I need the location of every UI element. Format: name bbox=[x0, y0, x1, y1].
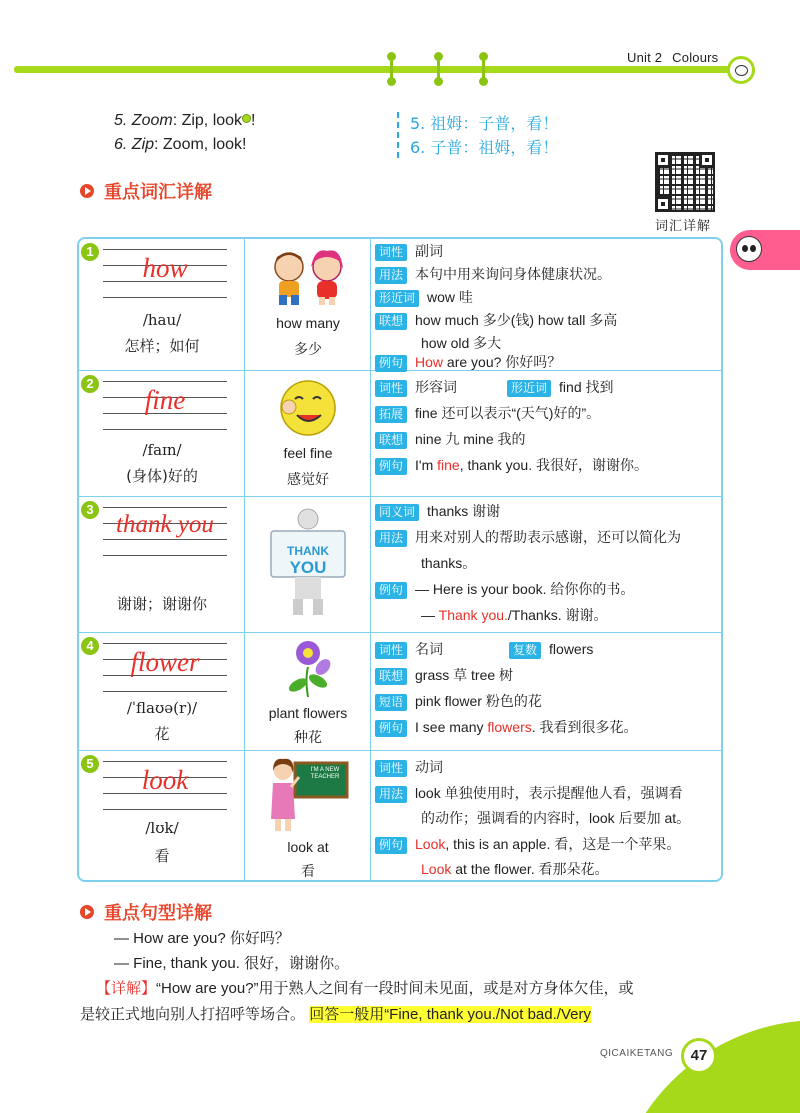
tag-phrase: 短语 bbox=[375, 694, 407, 711]
vocab-row: 4 flower /ˈflaʊə(r)/ 花 plant flowers 种花 词性 名词 复数 flowers 联想 grass 草 tree 树 短语 pink flower 粉色的花 例句 I see many flowers. 我看到很多花。 bbox=[79, 633, 721, 751]
tag-extend: 拓展 bbox=[375, 406, 407, 423]
phonetic: /ˈflaʊə(r)/ bbox=[126, 699, 198, 717]
tag-synonym: 同义词 bbox=[375, 504, 419, 521]
vocab-word: thank you bbox=[116, 511, 214, 538]
unit-title: Unit 2 Colours bbox=[627, 50, 719, 65]
phrase-en: feel fine bbox=[283, 445, 333, 461]
phonetic: /hau/ bbox=[142, 311, 182, 329]
item-number: 2 bbox=[81, 375, 99, 393]
phonetic: /faɪn/ bbox=[142, 441, 182, 459]
binder-ring-icon bbox=[479, 52, 488, 86]
phrase-en: look at bbox=[287, 839, 329, 855]
qr-label: 词汇详解 bbox=[655, 219, 712, 234]
tag-example: 例句 bbox=[375, 720, 407, 737]
tag-example: 例句 bbox=[375, 582, 407, 599]
phrase-cn: 多少 bbox=[294, 342, 322, 358]
tag-assoc: 联想 bbox=[375, 668, 407, 685]
sign-text: THANK YOU bbox=[287, 544, 329, 577]
sentence-answer: — Fine, thank you. 很好，谢谢你。 bbox=[114, 955, 350, 972]
vocab-table bbox=[77, 237, 723, 882]
phrase-cn: 看 bbox=[301, 864, 315, 880]
vocab-row: 3 thank you 谢谢；谢谢你 THANK YOU 同义词 thanks 谢谢 用法 用来对别人的帮助表示感谢，还可以简化为 thanks。 例句 — Here is your book. 给你你的书。 — Thank you./Thanks. 谢谢。 bbox=[79, 497, 721, 633]
dialog-line-6: 6. Zip: Zoom, look! bbox=[114, 136, 247, 153]
play-icon bbox=[80, 905, 94, 919]
vocab-row: 5 look /lʊk/ 看 I'M A NEW TEACHER look at 看 词性 动词 用法 look 单独使用时，表示提醒他人看，强调看 的动作；强调看的内容时，look 后要加 at。 例句 Look, this is an apple. 看，这是一个苹果。 Look at the flower. 看那朵花。 bbox=[79, 751, 721, 882]
tag-usage: 用法 bbox=[375, 530, 407, 547]
meaning: 怎样；如何 bbox=[124, 337, 200, 355]
sentence-heading: 重点句型详解 bbox=[80, 899, 212, 925]
phrase-cn: 种花 bbox=[294, 730, 322, 746]
vocab-word: look bbox=[141, 765, 189, 795]
tag-similar: 形近词 bbox=[507, 380, 551, 397]
binder-ring-icon bbox=[434, 52, 443, 86]
tag-pos: 词性 bbox=[375, 760, 407, 777]
item-number: 3 bbox=[81, 501, 99, 519]
tag-similar: 形近词 bbox=[375, 290, 419, 307]
vocab-row: 1 how /hau/ 怎样；如何 how many 多少 词性 副词 用法 本句中用来询问身体健康状况。 形近词 wow 哇 联想 how much 多少(钱) how tall 多高 how old 多大 例句 How are you? 你好吗？ bbox=[79, 239, 721, 371]
vocab-word: how bbox=[142, 253, 188, 283]
phonetic: /lʊk/ bbox=[145, 819, 179, 837]
qr-code[interactable] bbox=[655, 152, 715, 212]
tag-example: 例句 bbox=[375, 837, 407, 854]
sentence-detail-2: 是较正式地向别人打招呼等场合。 回答一般用“Fine, thank you./Not bad./Very bbox=[80, 1006, 591, 1023]
tag-pos: 词性 bbox=[375, 244, 407, 261]
dialog-line-5-cn: 5. 祖姆：子普，看！ bbox=[410, 114, 559, 133]
vocab-row: 2 fine /faɪn/ (身体)好的 feel fine 感觉好 词性 形容词 形近词 find 找到 拓展 fine 还可以表示“(天气)好的”。 联想 nine 九 mine 我的 例句 I'm fine, thank you. 我很好，谢谢你。 bbox=[79, 371, 721, 497]
board-text: I'M A NEW TEACHER bbox=[310, 767, 340, 780]
phrase-en: how many bbox=[276, 315, 340, 331]
page-number: 47 bbox=[681, 1038, 717, 1074]
side-tab bbox=[730, 230, 800, 270]
meaning: 看 bbox=[154, 847, 170, 865]
play-icon bbox=[80, 184, 94, 198]
tag-usage: 用法 bbox=[375, 267, 407, 284]
binder-ring-icon bbox=[387, 52, 396, 86]
audio-dot-icon bbox=[242, 114, 251, 123]
vocab-word: flower bbox=[130, 647, 200, 677]
header-rule bbox=[14, 66, 734, 73]
meaning: 花 bbox=[154, 725, 170, 743]
item-number: 1 bbox=[81, 243, 99, 261]
tag-example: 例句 bbox=[375, 458, 407, 475]
vocab-heading: 重点词汇详解 bbox=[80, 178, 212, 204]
sentence-detail-1: 【详解】“How are you?”用于熟人之间有一段时间未见面，或是对方身体欠佳，或 bbox=[96, 980, 634, 997]
tag-plural: 复数 bbox=[509, 642, 541, 659]
tag-assoc: 联想 bbox=[375, 313, 407, 330]
phrase-cn: 感觉好 bbox=[287, 472, 329, 488]
tag-usage: 用法 bbox=[375, 786, 407, 803]
phrase-en: plant flowers bbox=[268, 705, 348, 721]
tag-pos: 词性 bbox=[375, 642, 407, 659]
dialog-line-6-cn: 6. 子普：祖姆，看！ bbox=[410, 138, 559, 157]
item-number: 4 bbox=[81, 637, 99, 655]
panda-icon bbox=[736, 236, 762, 262]
meaning: (身体)好的 bbox=[126, 467, 198, 485]
panda-badge-icon bbox=[727, 56, 755, 84]
dialog-line-5: 5. Zoom: Zip, look ! bbox=[114, 112, 256, 129]
tag-assoc: 联想 bbox=[375, 432, 407, 449]
footer-brand: QICAIKETANG bbox=[600, 1048, 674, 1059]
tag-example: 例句 bbox=[375, 355, 407, 372]
item-number: 5 bbox=[81, 755, 99, 773]
dialog-divider bbox=[397, 112, 399, 158]
vocab-word: fine bbox=[144, 385, 186, 415]
smiley-ok-icon bbox=[265, 377, 351, 439]
meaning: 谢谢；谢谢你 bbox=[116, 595, 207, 613]
flower-icon bbox=[265, 639, 351, 699]
kids-icon bbox=[265, 247, 351, 309]
answer-highlight: 回答一般用“Fine, thank you./Not bad./Very bbox=[309, 1006, 591, 1023]
sentence-question: — How are you? 你好吗？ bbox=[114, 930, 290, 947]
tag-pos: 词性 bbox=[375, 380, 407, 397]
